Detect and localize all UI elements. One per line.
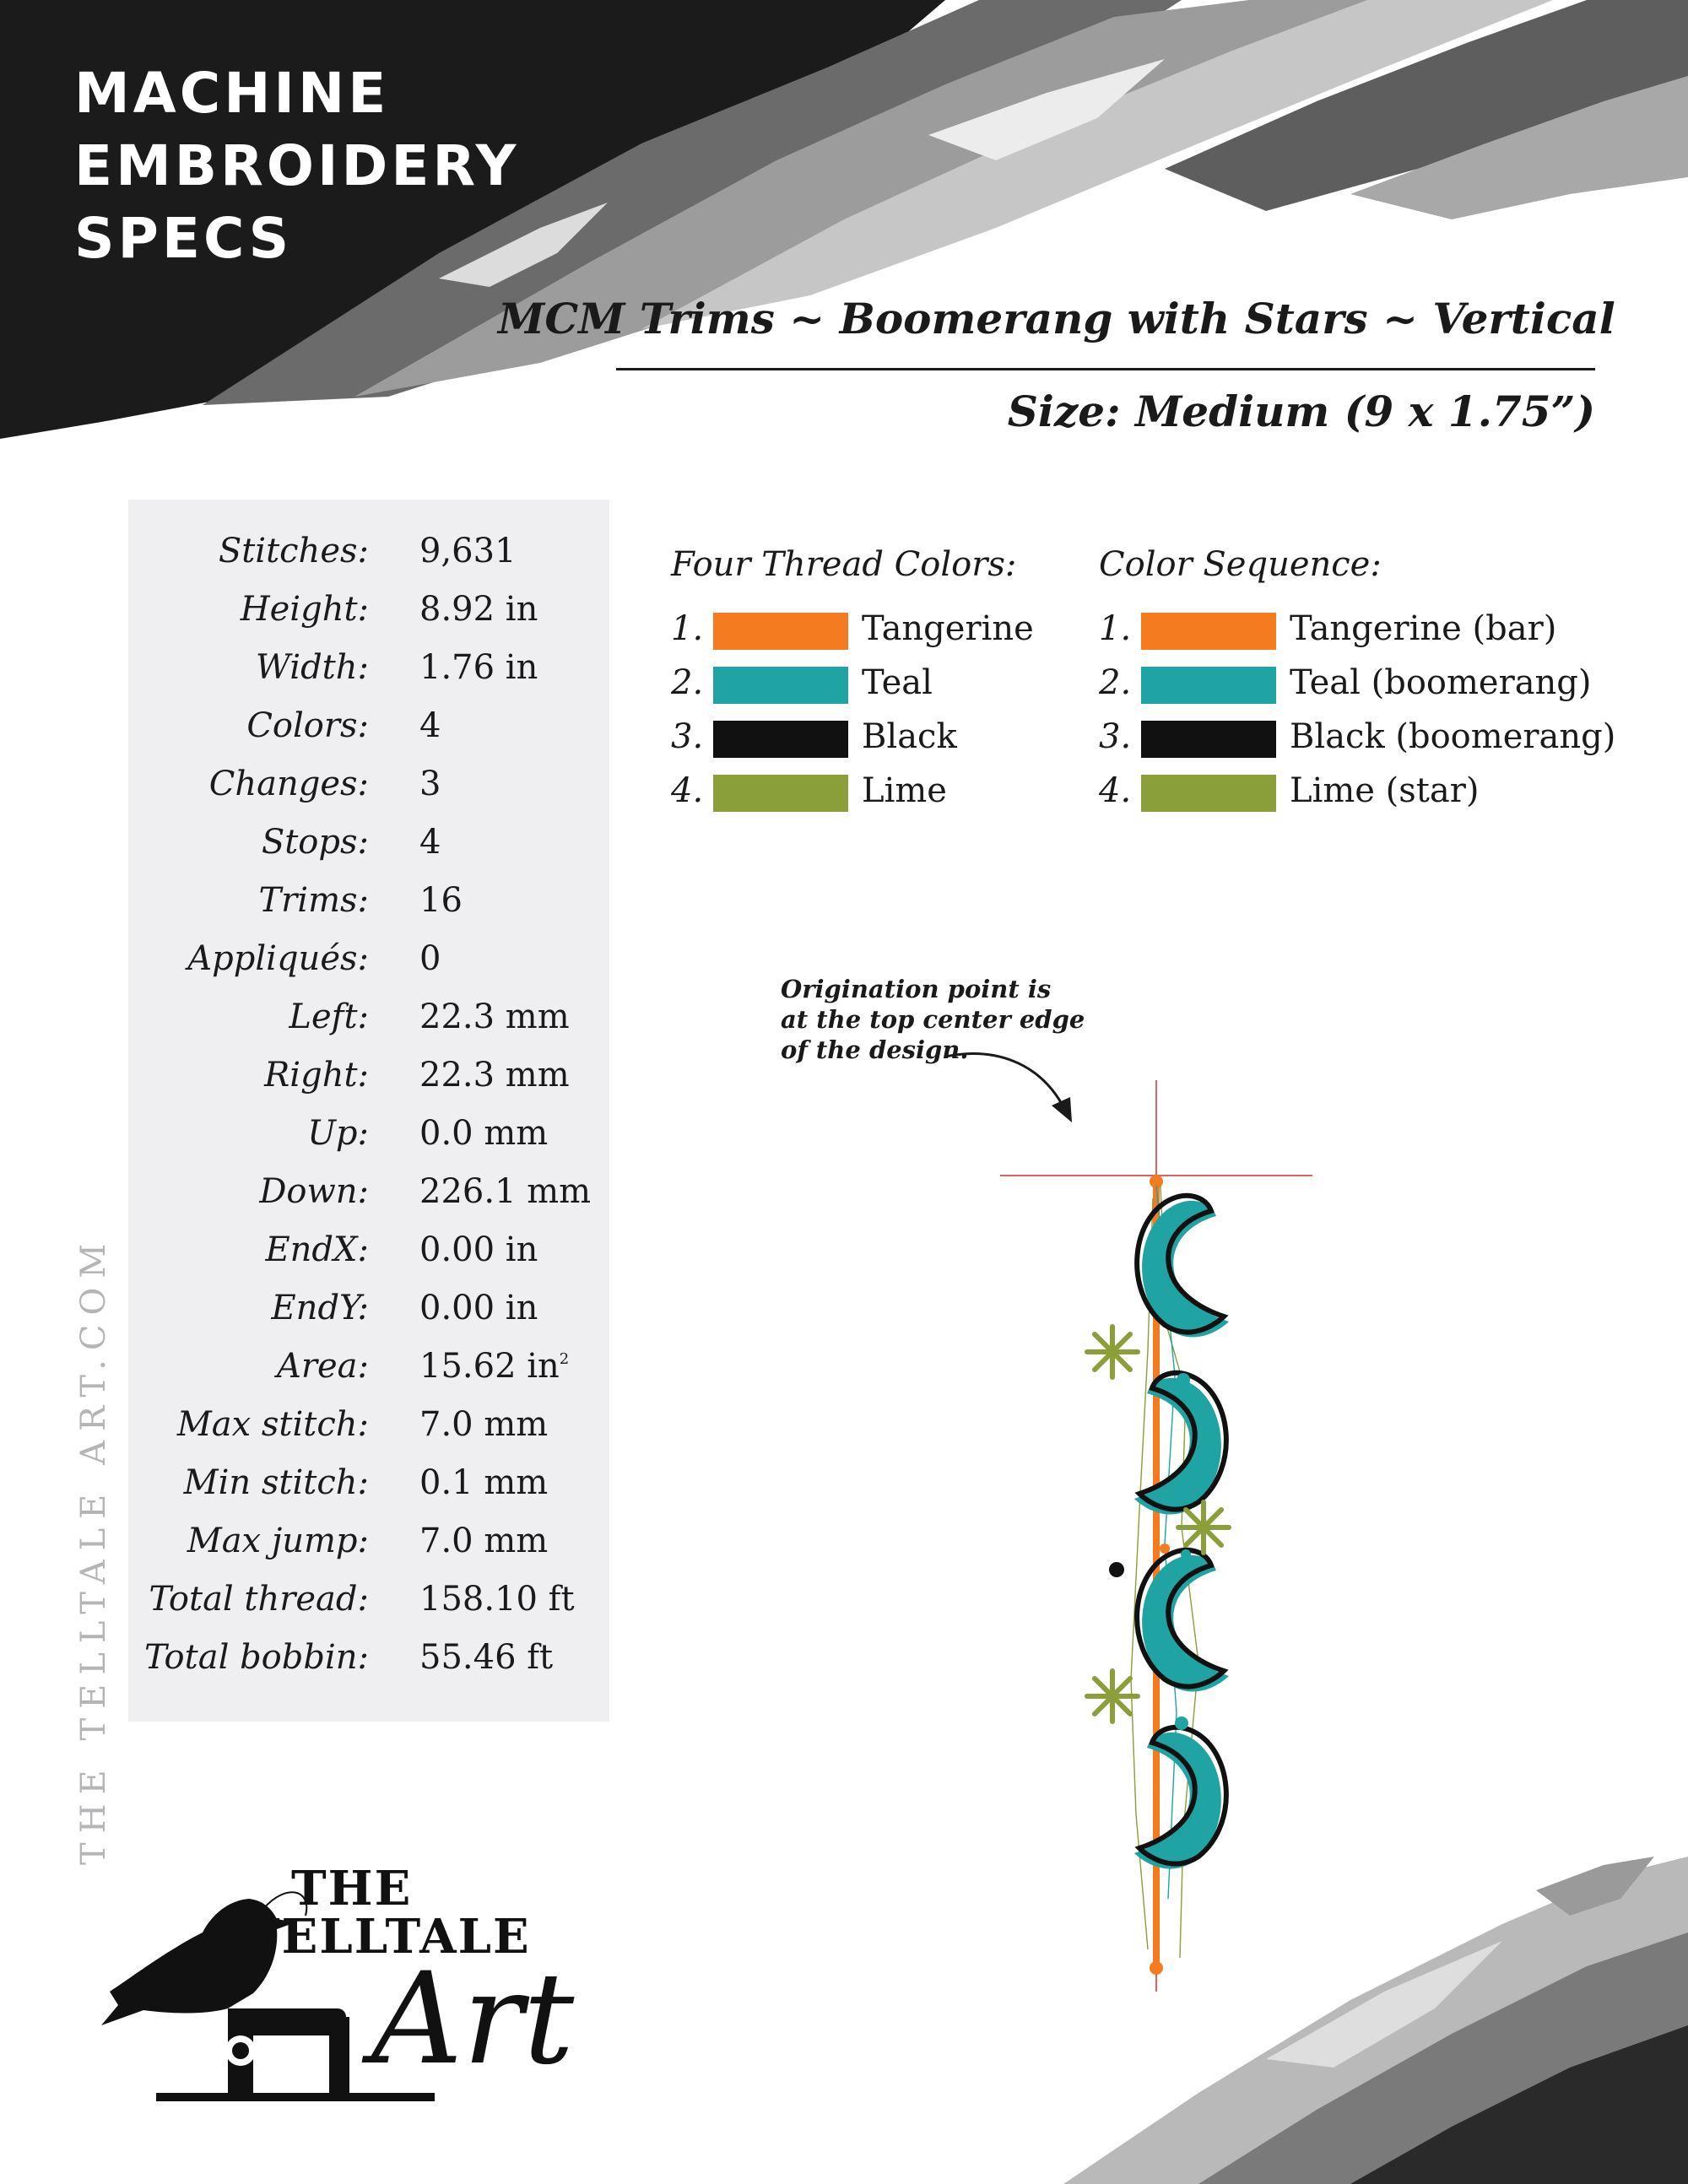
- color-number: 2.: [1099, 663, 1132, 702]
- color-sequence-item: [1099, 714, 1622, 765]
- spec-label: Stitches:: [218, 532, 369, 570]
- header-divider: [616, 368, 1595, 370]
- spec-value-text: 3: [419, 765, 441, 803]
- spec-value-text: 22.3 mm: [419, 997, 570, 1036]
- color-name: Teal (boomerang): [1290, 663, 1592, 702]
- color-number: 1.: [1099, 609, 1132, 648]
- spec-row: [128, 1463, 609, 1522]
- spec-row: [128, 648, 609, 706]
- color-sequence-item: [1099, 606, 1622, 657]
- spec-label: Left:: [289, 997, 369, 1036]
- boomerang-group: [1134, 1196, 1229, 1869]
- spec-label: EndY:: [271, 1289, 369, 1327]
- color-number: 3.: [671, 717, 704, 756]
- spec-value: [419, 1056, 570, 1095]
- spec-value-text: 55.46 ft: [419, 1638, 554, 1677]
- spec-label: Appliqués:: [187, 939, 369, 978]
- spec-value-text: 7.0 mm: [419, 1522, 549, 1560]
- color-swatch: [1141, 613, 1276, 650]
- design-preview: [987, 1072, 1325, 1992]
- color-swatch: [713, 775, 848, 812]
- spec-row: [128, 532, 609, 590]
- spec-row: [128, 1405, 609, 1463]
- thread-colors-heading: Four Thread Colors:: [671, 545, 1017, 584]
- spec-value: [419, 532, 517, 570]
- spec-value: [419, 1289, 538, 1327]
- spec-row: [128, 939, 609, 997]
- spec-label: Min stitch:: [183, 1463, 369, 1502]
- spec-value: [419, 939, 441, 978]
- spec-value-superscript: 2: [559, 1350, 570, 1368]
- spec-value: [419, 823, 441, 862]
- title-line-2: EMBROIDERY: [74, 133, 520, 198]
- spec-label: Stops:: [261, 823, 369, 862]
- spec-value: [419, 1638, 553, 1677]
- spec-value: [419, 1114, 548, 1153]
- spec-row: [128, 1114, 609, 1172]
- spec-label: Total thread:: [149, 1580, 369, 1619]
- spec-value-text: 0.00 in: [419, 1289, 538, 1327]
- spec-row: [128, 590, 609, 648]
- end-dot: [1150, 1961, 1163, 1975]
- annotation-line-1: Origination point is: [781, 975, 1052, 1003]
- design-name: MCM Trims ~ Boomerang with Stars ~ Vertical: [498, 294, 1615, 343]
- star-icon: [1087, 1327, 1138, 1377]
- annotation-line-3: of the design.: [781, 1035, 969, 1064]
- color-name: Teal: [862, 663, 933, 702]
- spec-row: [128, 1230, 609, 1289]
- color-number: 2.: [671, 663, 704, 702]
- spec-value: [419, 1230, 538, 1269]
- color-swatch: [713, 667, 848, 704]
- color-name: Lime (star): [1290, 771, 1480, 810]
- website-vertical-text: THE TELLTALE ART.COM: [74, 1234, 113, 1865]
- spec-value: [419, 590, 538, 629]
- spec-row: [128, 1522, 609, 1580]
- spec-row: [128, 1056, 609, 1114]
- spec-row: [128, 1638, 609, 1696]
- spec-label: Trims:: [258, 881, 369, 920]
- spec-value-text: 0: [419, 939, 441, 978]
- spec-value: [419, 1172, 591, 1211]
- spec-value: [419, 706, 441, 745]
- star-icon: [1178, 1502, 1229, 1553]
- color-name: Lime: [862, 771, 947, 810]
- color-name: Black (boomerang): [1290, 717, 1616, 756]
- color-swatch: [713, 721, 848, 758]
- color-swatch: [1141, 775, 1276, 812]
- spec-value: [419, 1347, 569, 1386]
- spec-label: Colors:: [246, 706, 369, 745]
- spec-label: Total bobbin:: [143, 1638, 369, 1677]
- logo-text-telltale: TELLTALE: [245, 1909, 531, 1965]
- color-sequence-item: [1099, 768, 1622, 819]
- color-swatch: [1141, 721, 1276, 758]
- spec-value-text: 158.10 ft: [419, 1580, 575, 1619]
- color-swatch: [713, 613, 848, 650]
- spec-row: [128, 1347, 609, 1405]
- spec-value-text: 8.92 in: [419, 590, 538, 629]
- design-size: Size: Medium (9 x 1.75”): [1007, 387, 1595, 436]
- logo-text-art: Art: [371, 1946, 575, 2093]
- spec-value-text: 9,631: [419, 532, 517, 570]
- spec-label: Down:: [259, 1172, 369, 1211]
- spec-value: [419, 648, 538, 687]
- spec-value: [419, 1405, 548, 1444]
- color-name: Tangerine (bar): [1290, 609, 1557, 648]
- spec-value-text: 22.3 mm: [419, 1056, 570, 1095]
- spec-value: [419, 1522, 548, 1560]
- spec-value-text: 7.0 mm: [419, 1405, 549, 1444]
- title-line-3: SPECS: [74, 206, 293, 271]
- color-number: 4.: [671, 771, 704, 810]
- spec-value: [419, 881, 463, 920]
- spec-value-text: 4: [419, 706, 441, 745]
- spec-value-text: 226.1 mm: [419, 1172, 592, 1211]
- spec-value: [419, 997, 570, 1036]
- color-sequence-item: [1099, 660, 1622, 711]
- spec-label: Width:: [255, 648, 369, 687]
- color-number: 4.: [1099, 771, 1132, 810]
- spec-label: Area:: [276, 1347, 369, 1386]
- page-title: [74, 57, 834, 275]
- spec-value-text: 16: [419, 881, 463, 920]
- spec-label: Max stitch:: [176, 1405, 369, 1444]
- spec-value-text: 0.1 mm: [419, 1463, 549, 1502]
- color-sequence-heading: Color Sequence:: [1099, 545, 1382, 584]
- spec-row: [128, 1580, 609, 1638]
- spec-row: [128, 881, 609, 939]
- spec-row: [128, 706, 609, 765]
- spec-label: Up:: [307, 1114, 369, 1153]
- spec-value-text: 15.62 in: [419, 1347, 560, 1386]
- spec-value-text: 4: [419, 823, 441, 862]
- spec-row: [128, 823, 609, 881]
- spec-label: Right:: [264, 1056, 369, 1095]
- spec-row: [128, 1289, 609, 1347]
- star-icon: [1087, 1671, 1138, 1722]
- logo-text-the: THE: [291, 1861, 413, 1916]
- spec-value: [419, 765, 441, 803]
- title-line-1: MACHINE: [74, 61, 390, 126]
- spec-row: [128, 1172, 609, 1230]
- spec-value-text: 0.00 in: [419, 1230, 538, 1269]
- spec-label: Max jump:: [187, 1522, 369, 1560]
- spec-value: [419, 1463, 548, 1502]
- spec-value: [419, 1580, 575, 1619]
- spec-row: [128, 997, 609, 1056]
- specs-panel: [128, 500, 609, 1722]
- annotation-line-2: at the top center edge: [781, 1005, 1085, 1034]
- color-number: 1.: [671, 609, 704, 648]
- spec-label: Height:: [240, 590, 369, 629]
- color-name: Black: [862, 717, 957, 756]
- color-name: Tangerine: [862, 609, 1034, 648]
- spec-label: Changes:: [208, 765, 369, 803]
- spec-value-text: 1.76 in: [419, 648, 538, 687]
- spec-row: [128, 765, 609, 823]
- color-swatch: [1141, 667, 1276, 704]
- spec-value-text: 0.0 mm: [419, 1114, 549, 1153]
- spec-label: EndX:: [265, 1230, 369, 1269]
- color-number: 3.: [1099, 717, 1132, 756]
